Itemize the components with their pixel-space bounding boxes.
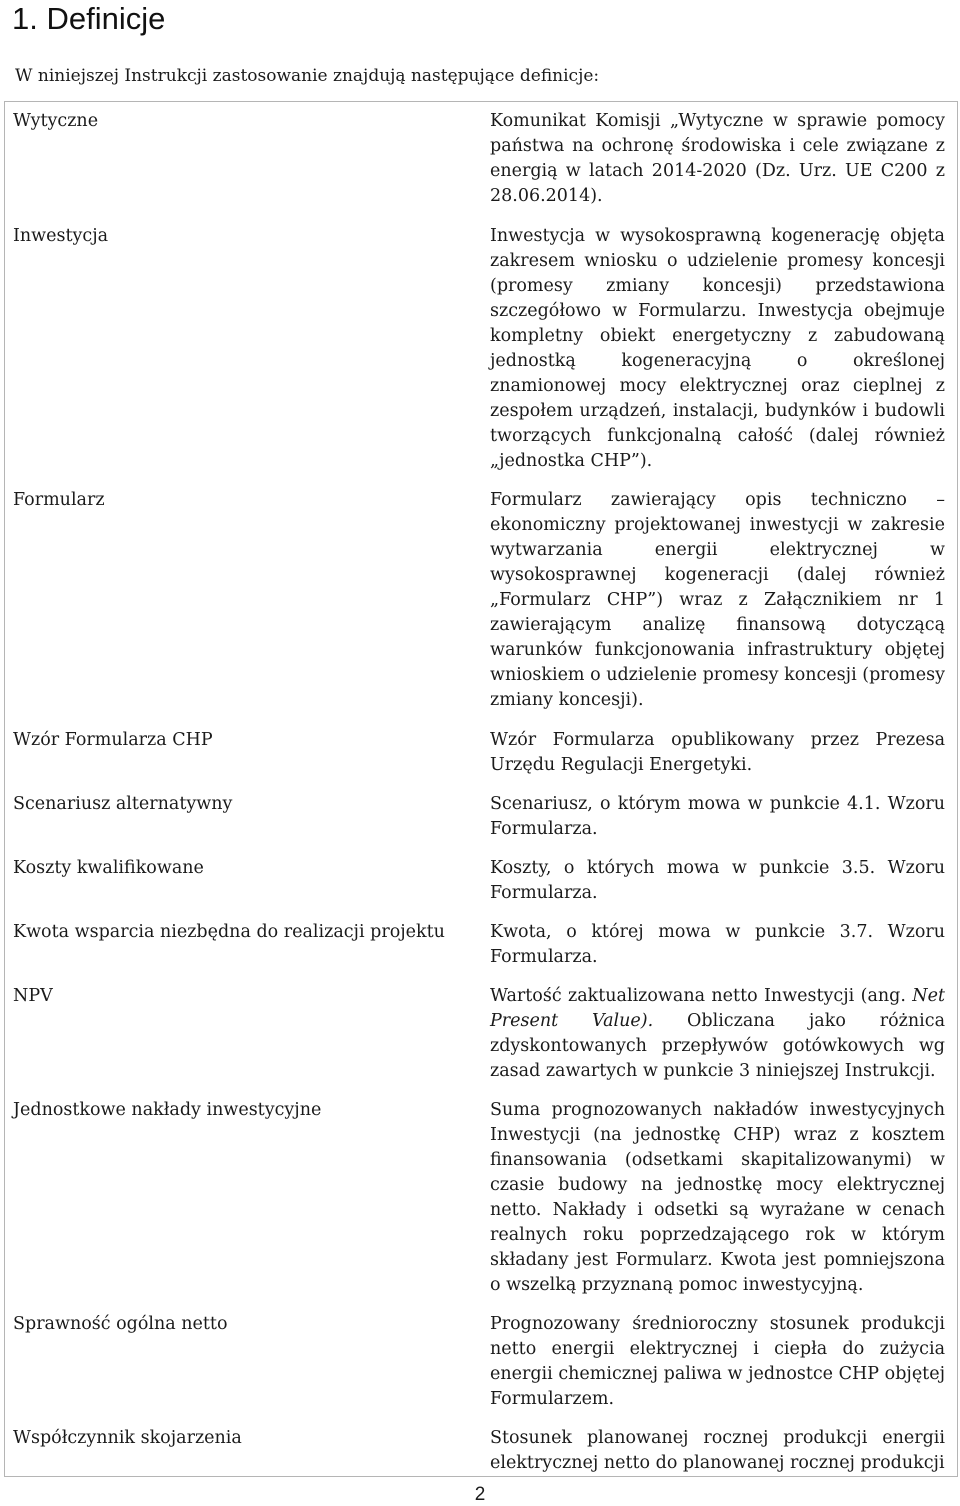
term-jednostkowe-naklady: Jednostkowe nakłady inwestycyjne [13,1100,322,1120]
definition-jednostkowe-naklady: Suma prognozowanych nakładów inwestycyjnych Inwestycji (na jednostkę CHP) wraz z kosztem finansowania (odsetkami skapitalizowanymi) w czasie budowy na jednostkę mocy elektrycznej netto. Nakłady i odsetki są wyrażane w cenach realnych roku poprzedzającego rok w którym składany jest Formularz. Kwota jest pomniejszona o wszelką przyznaną pomoc inwestycyjną. [490,1100,945,1295]
term-formularz: Formularz [13,490,105,510]
definition-formularz: Formularz zawierający opis techniczno – ekonomiczny projektowanej inwestycji w zakresie wytwarzania energii elektrycznej w wysokosprawnej kogeneracji (dalej również „Formularz CHP”) wraz z Załącznikiem nr 1 zawierającym analizę finansową dotyczącą warunków funkcjonowania infrastruktury objętej wnioskiem o udzielenie promesy koncesji (promesy zmiany koncesji). [490,490,945,710]
definition-npv-italic-term: Net Present Value). [490,986,945,1031]
definition-wzor-formularza-chp: Wzór Formularza opublikowany przez Prezesa Urzędu Regulacji Energetyki. [490,730,945,775]
definition-npv-text-start: Wartość zaktualizowana netto Inwestycji (ang. [490,986,913,1006]
term-inwestycja: Inwestycja [13,226,109,246]
definition-wytyczne: Komunikat Komisji „Wytyczne w sprawie pomocy państwa na ochronę środowiska i cele związane z energią w latach 2014-2020 (Dz. Urz. UE C200 z 28.06.2014). [490,111,945,206]
definition-inwestycja: Inwestycja w wysokosprawną kogenerację objęta zakresem wniosku o udzielenie promesy koncesji (promesy zmiany koncesji) przedstawiona szczegółowo w Formularzu. Inwestycja obejmuje kompletny obiekt energetyczny z zabudowaną jednostką kogeneracyjną o określonej znamionowej mocy elektrycznej oraz cieplnej z zespołem urządzeń, instalacji, budynków i budowli tworzących funkcjonalną całość (dalej również „jednostka CHP”). [490,226,945,471]
term-sprawnosc-ogolna-netto: Sprawność ogólna netto [13,1314,228,1334]
definition-koszty-kwalifikowane: Koszty, o których mowa w punkcie 3.5. Wzoru Formularza. [490,858,945,903]
definition-scenariusz-alternatywny: Scenariusz, o którym mowa w punkcie 4.1. Wzoru Formularza. [490,794,945,839]
term-scenariusz-alternatywny: Scenariusz alternatywny [13,794,233,814]
intro-text: W niniejszej Instrukcji zastosowanie znajdują następujące definicje: [15,66,600,86]
definition-sprawnosc-ogolna-netto: Prognozowany średnioroczny stosunek produkcji netto energii elektrycznej i ciepła do zużycia energii chemicznej paliwa w jednostce CHP objętej Formularzem. [490,1314,945,1409]
definition-kwota-wsparcia: Kwota, o której mowa w punkcie 3.7. Wzoru Formularza. [490,922,945,967]
definition-npv-text-end: Obliczana jako różnica zdyskontowanych przepływów gotówkowych wg zasad zawartych w punkcie 3 niniejszej Instrukcji. [490,1011,945,1081]
definition-wspolczynnik-skojarzenia: Stosunek planowanej rocznej produkcji energii elektrycznej netto do planowanej rocznej produkcji [490,1428,945,1473]
term-koszty-kwalifikowane: Koszty kwalifikowane [13,858,204,878]
term-kwota-wsparcia: Kwota wsparcia niezbędna do realizacji projektu [13,922,445,942]
section-heading: 1. Definicje [12,1,166,36]
term-wspolczynnik-skojarzenia: Współczynnik skojarzenia [13,1428,242,1448]
term-wytyczne: Wytyczne [13,111,99,131]
term-wzor-formularza-chp: Wzór Formularza CHP [13,730,213,750]
page-number: 2 [474,1484,486,1505]
definition-npv [490,984,945,1084]
term-npv: NPV [13,986,53,1006]
